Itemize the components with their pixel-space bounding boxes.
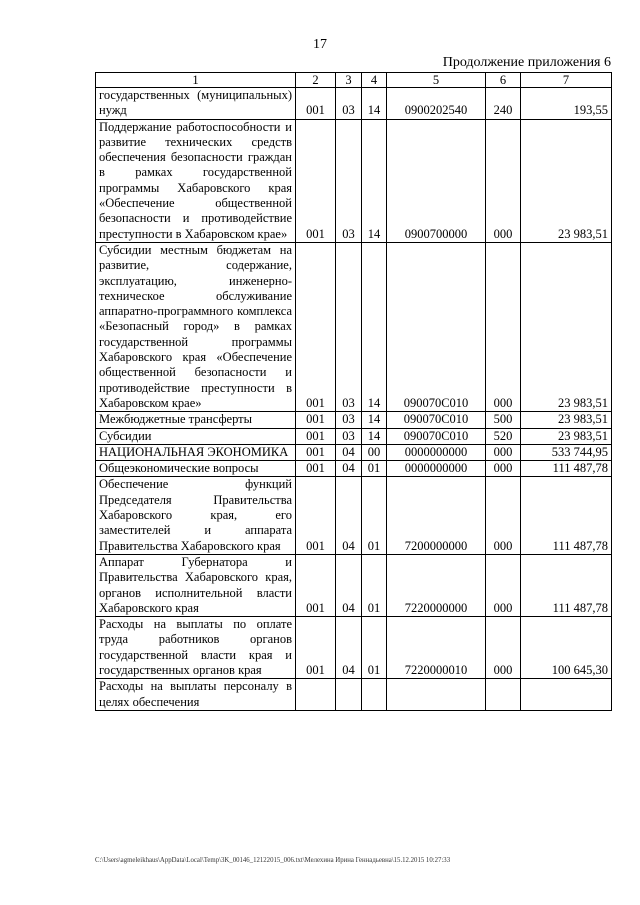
cell-target-article: 0000000000: [387, 461, 486, 477]
cell-section: 04: [336, 617, 362, 679]
table-row: [96, 554, 612, 616]
row-name: государственных (муниципальных) нужд: [96, 88, 296, 120]
table-row: [96, 617, 612, 679]
row-name: НАЦИОНАЛЬНАЯ ЭКОНОМИКА: [96, 444, 296, 460]
cell-ministry: [296, 679, 336, 711]
cell-expense-type: 000: [486, 119, 521, 242]
cell-ministry: 001: [296, 617, 336, 679]
cell-amount: [521, 679, 612, 711]
column-header: 3: [336, 73, 362, 88]
cell-ministry: 001: [296, 461, 336, 477]
budget-table: [95, 72, 612, 711]
cell-ministry: 001: [296, 242, 336, 411]
cell-section: 04: [336, 477, 362, 554]
row-name: Межбюджетные трансферты: [96, 412, 296, 428]
table-row: [96, 88, 612, 120]
table-header-row: [96, 73, 612, 88]
row-name: Расходы на выплаты персоналу в целях обеспечения: [96, 679, 296, 711]
cell-section: 03: [336, 88, 362, 120]
cell-ministry: 001: [296, 444, 336, 460]
cell-section: 04: [336, 461, 362, 477]
cell-section: 04: [336, 554, 362, 616]
cell-subsection: 01: [362, 617, 387, 679]
cell-amount: 111 487,78: [521, 554, 612, 616]
cell-ministry: 001: [296, 477, 336, 554]
cell-expense-type: 000: [486, 444, 521, 460]
cell-section: 03: [336, 412, 362, 428]
column-header: 4: [362, 73, 387, 88]
cell-subsection: 14: [362, 119, 387, 242]
cell-section: 03: [336, 242, 362, 411]
column-header: 7: [521, 73, 612, 88]
column-header: 1: [96, 73, 296, 88]
cell-target-article: 7220000000: [387, 554, 486, 616]
row-name: Субсидии: [96, 428, 296, 444]
cell-ministry: 001: [296, 88, 336, 120]
cell-amount: 111 487,78: [521, 477, 612, 554]
cell-target-article: 0900700000: [387, 119, 486, 242]
cell-subsection: 14: [362, 88, 387, 120]
cell-amount: 23 983,51: [521, 119, 612, 242]
cell-target-article: [387, 679, 486, 711]
table-row: [96, 428, 612, 444]
cell-target-article: 0900202540: [387, 88, 486, 120]
cell-amount: 23 983,51: [521, 412, 612, 428]
cell-expense-type: 240: [486, 88, 521, 120]
cell-target-article: 090070С010: [387, 412, 486, 428]
row-name: Аппарат Губернатора и Правительства Хабаровского края, органов исполнительной власти Хабаровского края: [96, 554, 296, 616]
cell-expense-type: 000: [486, 617, 521, 679]
cell-expense-type: 000: [486, 242, 521, 411]
table-row: [96, 477, 612, 554]
cell-amount: 193,55: [521, 88, 612, 120]
cell-expense-type: 000: [486, 554, 521, 616]
cell-amount: 100 645,30: [521, 617, 612, 679]
cell-target-article: 090070С010: [387, 428, 486, 444]
continuation-label: Продолжение приложения 6: [442, 55, 611, 70]
column-header: 5: [387, 73, 486, 88]
table-row: [96, 461, 612, 477]
cell-expense-type: 520: [486, 428, 521, 444]
cell-expense-type: 000: [486, 477, 521, 554]
table-row: [96, 412, 612, 428]
cell-amount: 111 487,78: [521, 461, 612, 477]
table-row: [96, 444, 612, 460]
row-name: Обеспечение функций Председателя Правительства Хабаровского края, его заместителей и аппарата Правительства Хабаровского края: [96, 477, 296, 554]
cell-subsection: [362, 679, 387, 711]
cell-target-article: 0000000000: [387, 444, 486, 460]
cell-target-article: 090070С010: [387, 242, 486, 411]
page-number: 17: [313, 37, 327, 52]
cell-subsection: 00: [362, 444, 387, 460]
cell-ministry: 001: [296, 412, 336, 428]
row-name: Поддержание работоспособности и развитие технических средств обеспечения безопасности граждан в рамках государственной программы Хабаровского края «Обеспечение общественной безопасности и противодействие преступности в Хабаровском крае»: [96, 119, 296, 242]
cell-expense-type: [486, 679, 521, 711]
cell-subsection: 01: [362, 461, 387, 477]
table-row: [96, 242, 612, 411]
table-row: [96, 679, 612, 711]
cell-subsection: 01: [362, 477, 387, 554]
cell-expense-type: 000: [486, 461, 521, 477]
cell-amount: 533 744,95: [521, 444, 612, 460]
column-header: 6: [486, 73, 521, 88]
cell-target-article: 7200000000: [387, 477, 486, 554]
cell-section: 04: [336, 444, 362, 460]
row-name: Общеэкономические вопросы: [96, 461, 296, 477]
cell-subsection: 14: [362, 242, 387, 411]
cell-subsection: 14: [362, 428, 387, 444]
column-header: 2: [296, 73, 336, 88]
cell-section: 03: [336, 119, 362, 242]
cell-expense-type: 500: [486, 412, 521, 428]
row-name: Субсидии местным бюджетам на развитие, содержание, эксплуатацию, инженерно-техническое обслуживание аппаратно-программного комплекса «Безопасный город» в рамках государственной программы Хабаровского края «Обеспечение общественной безопасности и противодействие преступности в Хабаровском крае»: [96, 242, 296, 411]
cell-subsection: 01: [362, 554, 387, 616]
cell-section: [336, 679, 362, 711]
cell-section: 03: [336, 428, 362, 444]
cell-ministry: 001: [296, 119, 336, 242]
cell-subsection: 14: [362, 412, 387, 428]
table-row: [96, 119, 612, 242]
cell-ministry: 001: [296, 428, 336, 444]
cell-amount: 23 983,51: [521, 428, 612, 444]
row-name: Расходы на выплаты по оплате труда работников органов государственной власти края и государственных органов края: [96, 617, 296, 679]
cell-amount: 23 983,51: [521, 242, 612, 411]
cell-ministry: 001: [296, 554, 336, 616]
cell-target-article: 7220000010: [387, 617, 486, 679]
footer-file-path: C:\Users\agmeleikhaus\AppData\Local\Temp\3K_00146_12122015_006.txt\Мелехина Ирина Геннадьевна\15.12.2015 10:27:33: [95, 857, 451, 864]
